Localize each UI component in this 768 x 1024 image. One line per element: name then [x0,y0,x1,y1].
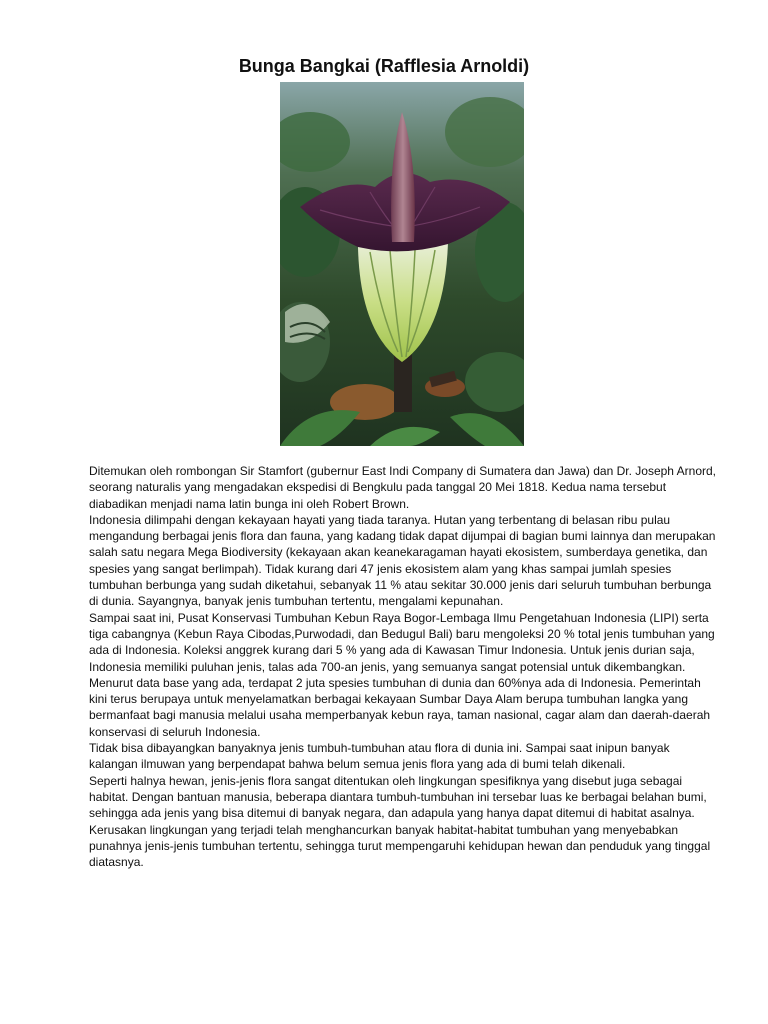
flower-photo [280,82,524,446]
paragraph-3: Sampai saat ini, Pusat Konservasi Tumbuhan Kebun Raya Bogor-Lembaga Ilmu Pengetahuan Indonesia (LIPI) serta tiga cabangnya (Kebun Raya Cibodas,Purwodadi, dan Bedugul Bali) baru mengoleksi 20 % total jenis tumbuhan yang ada di Indonesia. Koleksi anggrek kurang dari 5 % yang ada di Kawasan Timur Indonesia. Untuk jenis durian saja, Indonesia memiliki puluhan jenis, talas ada 700-an jenis, yang semuanya sangat potensial untuk dikembangkan. Menurut data base yang ada, terdapat 2 juta spesies tumbuhan di dunia dan 60%nya ada di Indonesia. Pemerintah kini terus berupaya untuk menyelamatkan berbagai kekayaan Sumbar Daya Alam berupa tumbuhan langka yang bermanfaat bagi manusia melalui usaha memperbanyak kebun raya, taman nasional, cagar alam dan daerah-daerah konservasi di seluruh Indonesia. [89,610,715,739]
paragraph-6: Kerusakan lingkungan yang terjadi telah menghancurkan banyak habitat-habitat tumbuhan yang menyebabkan punahnya jenis-jenis tumbuhan tertentu, sehingga turut mempengaruhi kehidupan hewan dan penduduk yang tinggal diatasnya. [89,822,711,870]
paragraph-4: Tidak bisa dibayangkan banyaknya jenis tumbuh-tumbuhan atau flora di dunia ini. Sampai saat inipun banyak kalangan ilmuwan yang berpendapat bahwa belum semua jenis flora yang ada di bumi telah dikenali. [89,741,670,772]
paragraph-5: Seperti halnya hewan, jenis-jenis flora sangat ditentukan oleh lingkungan spesifiknya yang disebut juga sebagai habitat. Dengan bantuan manusia, beberapa diantara tumbuh-tumbuhan ini tersebar luas ke berbagai belahan bumi, sehingga ada jenis yang bisa ditemui di banyak negara, dan adapula yang hanya dapat ditemui di habitat asalnya. [89,773,707,821]
page-title: Bunga Bangkai (Rafflesia Arnoldi) [238,56,530,76]
article-body [89,463,719,870]
paragraph-2: Indonesia dilimpahi dengan kekayaan hayati yang tiada taranya. Hutan yang terbentang di belasan ribu pulau mengandung berbagai jenis flora dan fauna, yang kadang tidak dapat dijumpai di bagian bumi lainnya dan merupakan salah satu negara Mega Biodiversity (kekayaan akan keanekaragaman hayati ekosistem, sumberdaya genetika, dan spesies yang sangat berlimpah). Tidak kurang dari 47 jenis ekosistem alam yang khas sampai jumlah spesies tumbuhan berbunga yang sudah diketahui, sebanyak 11 % atau sekitar 30.000 jenis dari seluruh tumbuhan berbunga di dunia. Sayangnya, banyak jenis tumbuhan tertentu, mengalami kepunahan. [89,512,716,609]
paragraph-1: Ditemukan oleh rombongan Sir Stamfort (gubernur East Indi Company di Sumatera dan Jawa) dan Dr. Joseph Arnord, seorang naturalis yang mengadakan ekspedisi di Bengkulu pada tanggal 20 Mei 1818. Kedua nama tersebut diabadikan menjadi nama latin bunga ini oleh Robert Brown. [89,464,716,511]
